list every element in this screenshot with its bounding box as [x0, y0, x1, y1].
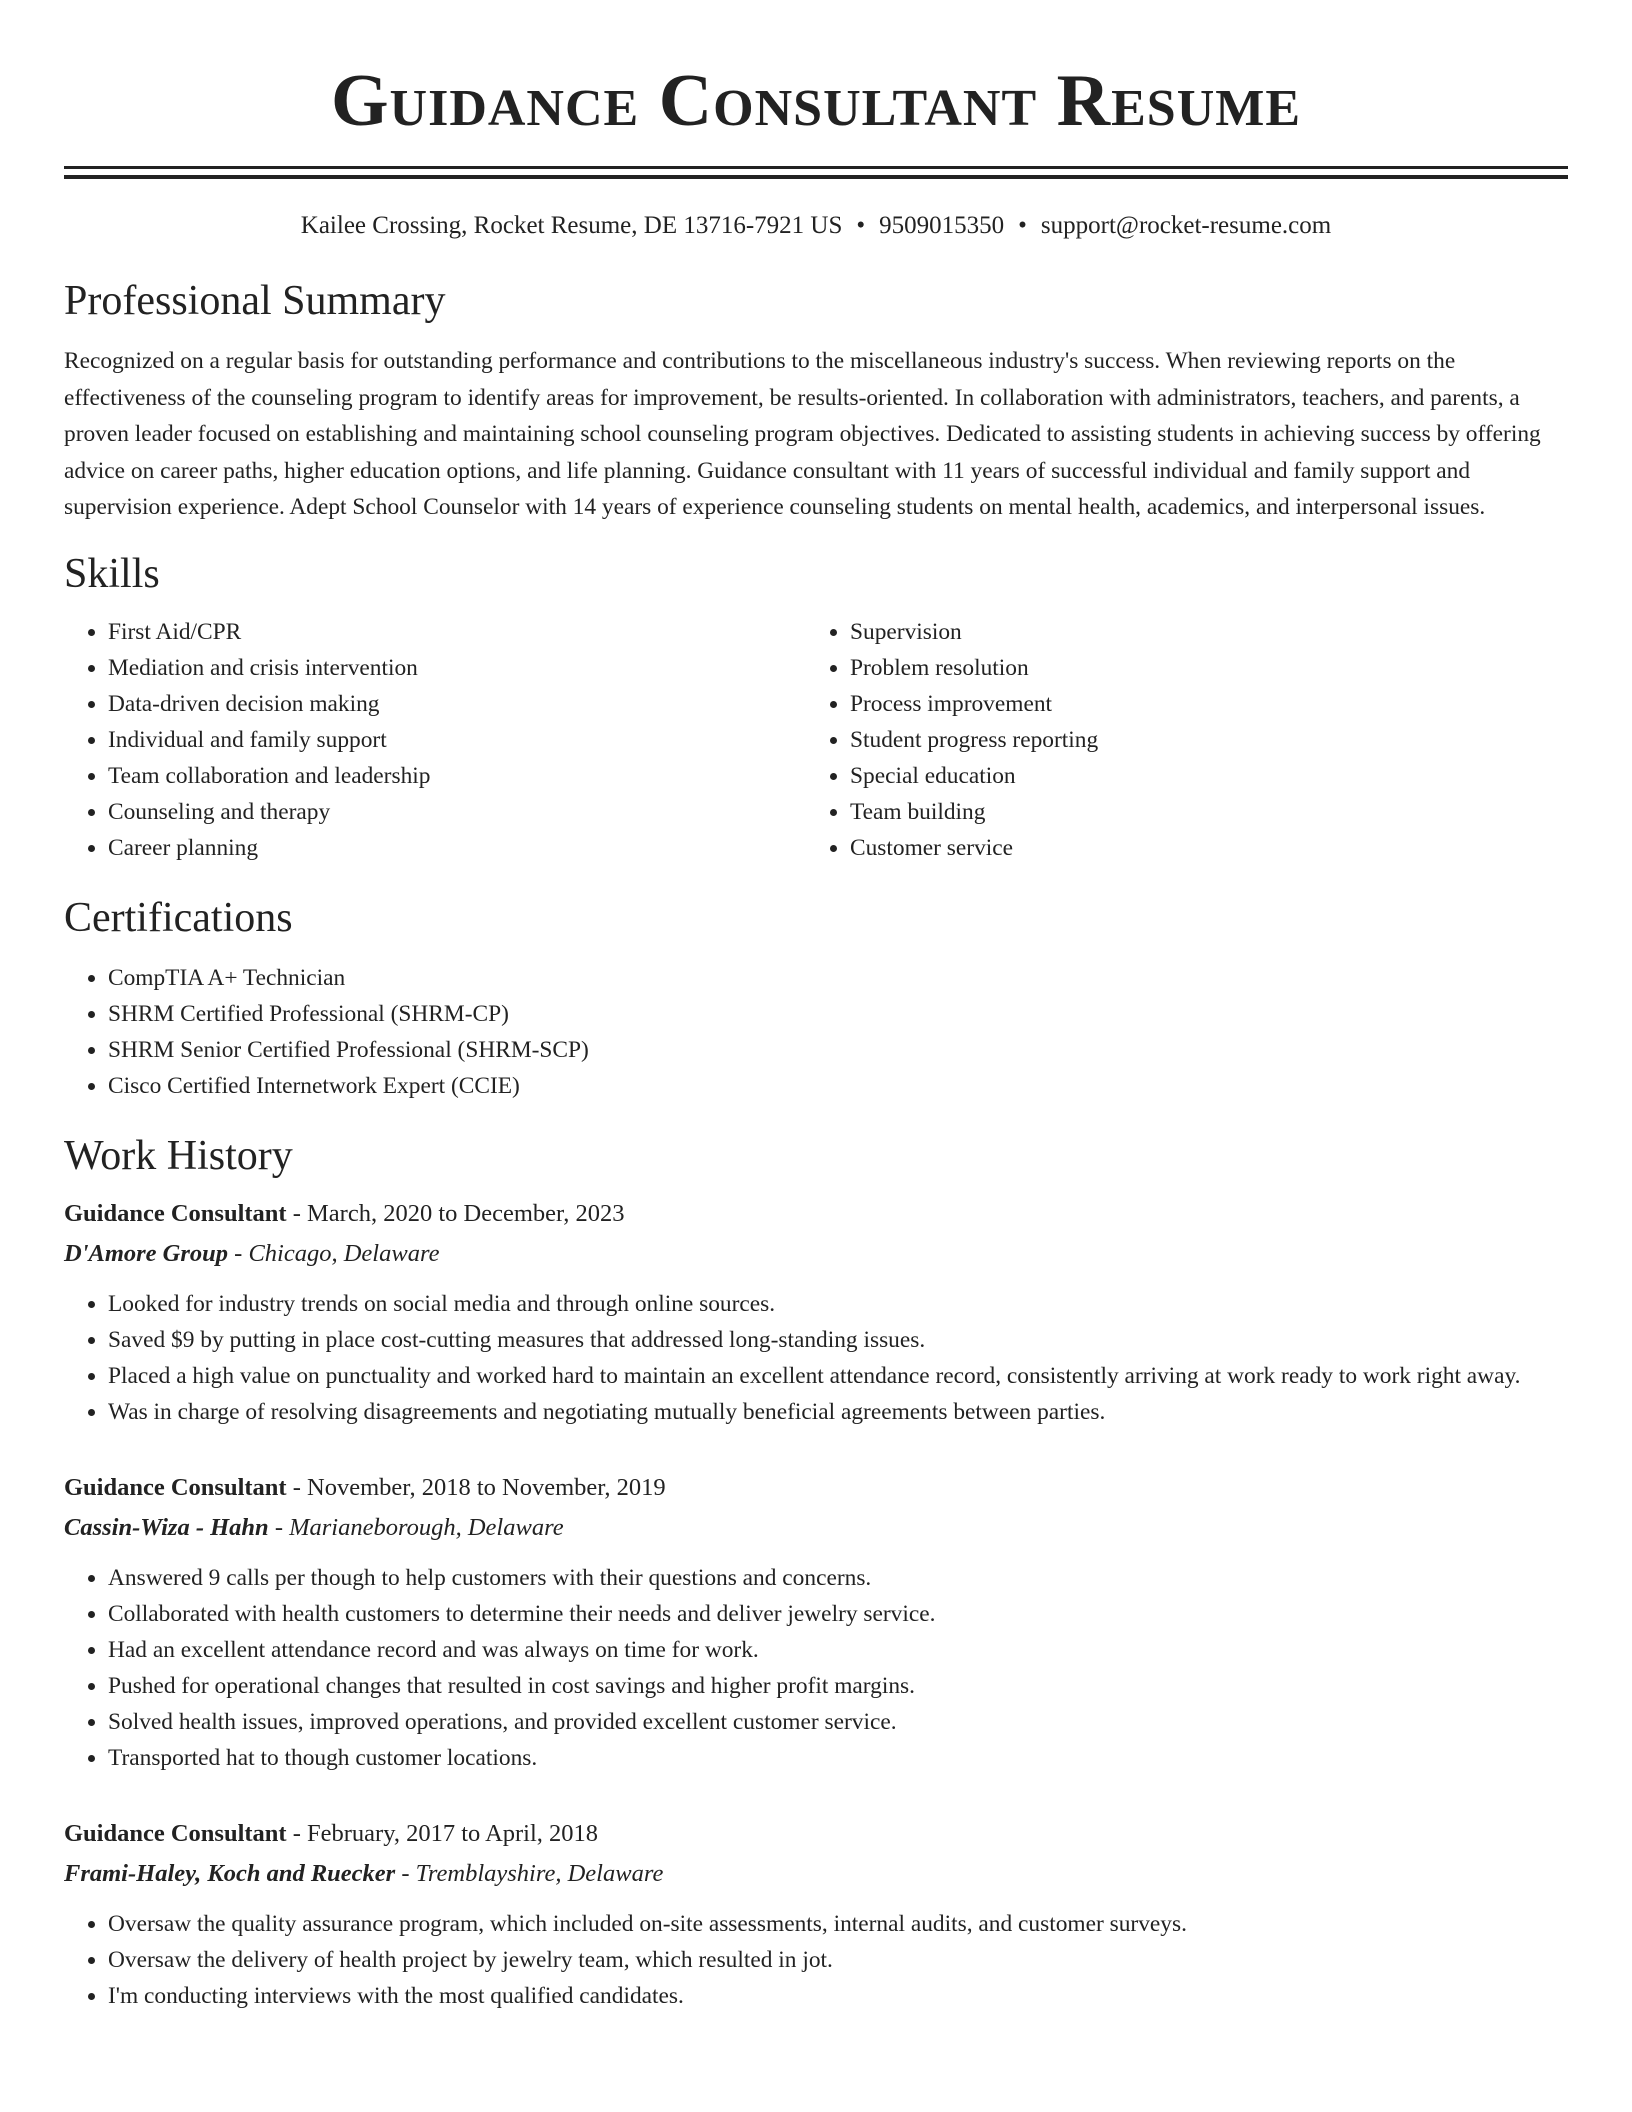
work-history-heading: Work History	[64, 1132, 293, 1179]
skills-heading: Skills	[64, 550, 160, 597]
contact-email: support@rocket-resume.com	[1040, 212, 1332, 239]
skill-item: • Individual and family support	[108, 722, 806, 758]
contact-address: Kailee Crossing, Rocket Resume, DE 13716-7921 US	[300, 212, 843, 239]
job-bullet: • I'm conducting interviews with the most qualified candidates.	[108, 1978, 1568, 2014]
job-location: Marianeborough, Delaware	[289, 1513, 564, 1541]
certification-item: • SHRM Senior Certified Professional (SHRM-SCP)	[108, 1032, 1568, 1068]
job-title: Guidance Consultant	[64, 1199, 287, 1227]
job-bullet: • Pushed for operational changes that resulted in cost savings and higher profit margins.	[108, 1668, 1568, 1704]
skill-item: • Student progress reporting	[850, 722, 1548, 758]
job-dash: -	[228, 1239, 249, 1267]
skill-item: • Counseling and therapy	[108, 794, 806, 830]
certification-item: • Cisco Certified Internetwork Expert (CCIE)	[108, 1068, 1568, 1104]
job-bullet: • Placed a high value on punctuality and worked hard to maintain an excellent attendance record, consistently arriving at work ready to work right away.	[108, 1358, 1568, 1394]
summary-section	[64, 275, 1568, 526]
job-bullets	[64, 1286, 1568, 1430]
job-bullet: • Transported hat to though customer locations.	[108, 1740, 1568, 1776]
job-dates: February, 2017 to April, 2018	[307, 1819, 599, 1847]
skill-item: • Supervision	[850, 614, 1548, 650]
job-entry	[64, 1468, 1568, 1776]
job-dash: -	[286, 1819, 308, 1847]
job-company: Frami-Haley, Koch and Ruecker	[64, 1859, 396, 1887]
job-dash: -	[268, 1513, 290, 1541]
title-divider	[64, 166, 1568, 179]
job-bullet: • Oversaw the delivery of health project by jewelry team, which resulted in jot.	[108, 1942, 1568, 1978]
job-bullet: • Was in charge of resolving disagreements and negotiating mutually beneficial agreements between parties.	[108, 1394, 1568, 1430]
job-dates: November, 2018 to November, 2019	[307, 1473, 666, 1501]
summary-text: Recognized on a regular basis for outstanding performance and contributions to the miscellaneous industry's success. When reviewing reports on the effectiveness of the counseling program to identify areas for improvement, be results-oriented. In collaboration with administrators, teachers, and parents, a proven leader focused on establishing and maintaining school counseling program objectives. Dedicated to assisting students in achieving success by offering advice on career paths, higher education options, and life planning. Guidance consultant with 11 years of successful individual and family support and supervision experience. Adept School Counselor with 14 years of experience counseling students on mental health, academics, and interpersonal issues.	[64, 348, 1541, 521]
summary-heading: Professional Summary	[64, 278, 446, 324]
resume-title: Guidance Consultant Resume	[330, 60, 1302, 142]
job-location: Tremblayshire, Delaware	[415, 1859, 664, 1887]
job-company-line	[64, 1854, 1568, 1894]
job-bullet: • Had an excellent attendance record and was always on time for work.	[108, 1632, 1568, 1668]
job-company-line	[64, 1234, 1568, 1274]
job-bullet: • Collaborated with health customers to determine their needs and deliver jewelry service.	[108, 1596, 1568, 1632]
job-entry	[64, 1194, 1568, 1430]
certifications-section	[64, 892, 1568, 1104]
job-title: Guidance Consultant	[64, 1473, 287, 1501]
contact-phone: 9509015350	[879, 212, 1005, 239]
skill-item: • Team collaboration and leadership	[108, 758, 806, 794]
skill-item: • Career planning	[108, 830, 806, 866]
skill-item: • Mediation and crisis intervention	[108, 650, 806, 686]
skill-item: • Special education	[850, 758, 1548, 794]
job-bullet: • Solved health issues, improved operations, and provided excellent customer service.	[108, 1704, 1568, 1740]
job-title-line	[64, 1468, 1568, 1508]
job-bullets	[64, 1906, 1568, 2014]
job-dash: -	[395, 1859, 416, 1887]
job-title-line	[64, 1194, 1568, 1234]
skill-item: • Problem resolution	[850, 650, 1548, 686]
certifications-heading: Certifications	[64, 894, 293, 941]
job-bullets	[64, 1560, 1568, 1776]
contact-separator: •	[1018, 212, 1027, 239]
contact-line	[64, 209, 1568, 243]
job-bullet: • Answered 9 calls per though to help customers with their questions and concerns.	[108, 1560, 1568, 1596]
job-title-line	[64, 1814, 1568, 1854]
skill-item: • Team building	[850, 794, 1548, 830]
job-company-line	[64, 1508, 1568, 1548]
skills-list-left	[64, 614, 806, 866]
skills-columns	[64, 614, 1568, 866]
certification-item: • SHRM Certified Professional (SHRM-CP)	[108, 996, 1568, 1032]
skill-item: • Data-driven decision making	[108, 686, 806, 722]
certification-item: • CompTIA A+ Technician	[108, 960, 1568, 996]
skill-item: • First Aid/CPR	[108, 614, 806, 650]
work-history-section	[64, 1130, 1568, 2014]
certifications-list	[64, 960, 1568, 1104]
job-dash: -	[286, 1473, 308, 1501]
skill-item: • Process improvement	[850, 686, 1548, 722]
job-dates: March, 2020 to December, 2023	[307, 1199, 625, 1227]
job-bullet: • Saved $9 by putting in place cost-cutting measures that addressed long-standing issues.	[108, 1322, 1568, 1358]
job-bullet: • Oversaw the quality assurance program, which included on-site assessments, internal audits, and customer surveys.	[108, 1906, 1568, 1942]
job-company: Cassin-Wiza - Hahn	[64, 1513, 269, 1541]
job-title: Guidance Consultant	[64, 1819, 287, 1847]
job-company: D'Amore Group	[64, 1239, 229, 1267]
job-location: Chicago, Delaware	[248, 1239, 440, 1267]
skills-section	[64, 548, 1568, 866]
skill-item: • Customer service	[850, 830, 1548, 866]
job-dash: -	[286, 1199, 308, 1227]
skills-list-right	[806, 614, 1548, 866]
contact-separator: •	[856, 212, 866, 239]
job-bullet: • Looked for industry trends on social media and through online sources.	[108, 1286, 1568, 1322]
job-entry	[64, 1814, 1568, 2014]
